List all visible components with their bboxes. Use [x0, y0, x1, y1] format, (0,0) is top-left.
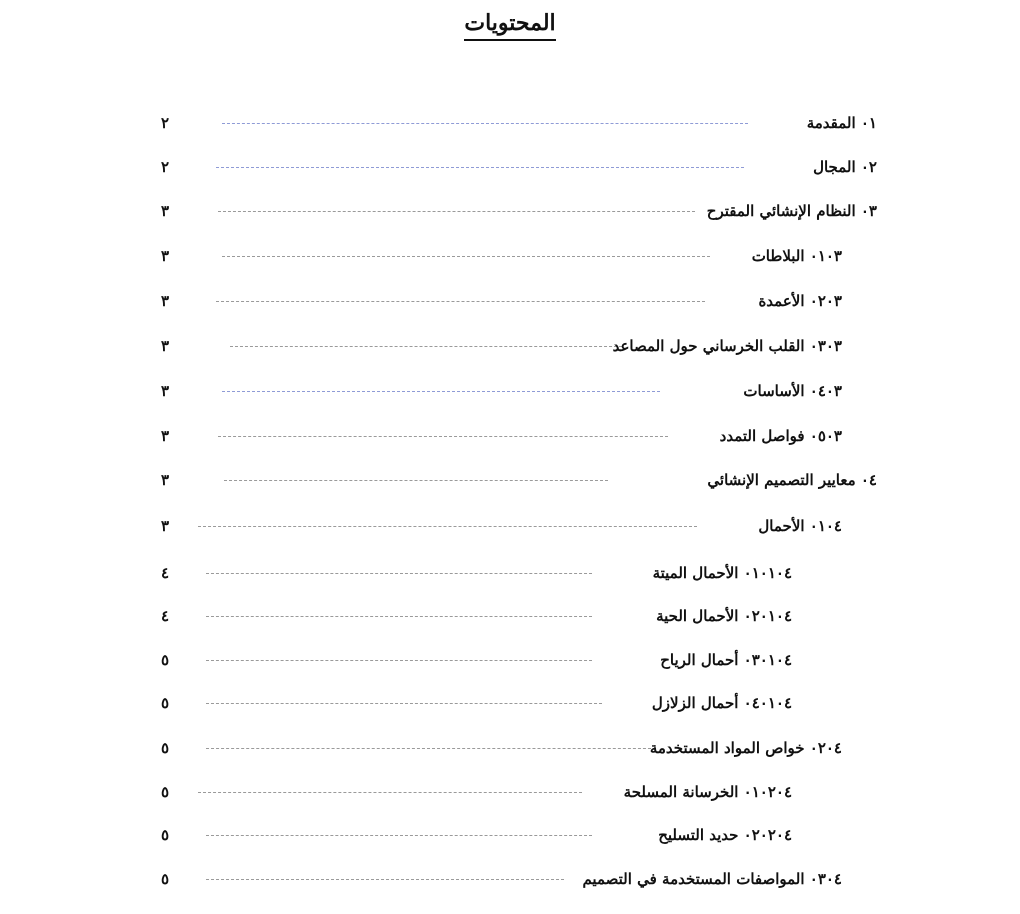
dot-leader	[222, 391, 660, 392]
toc-entry-title[interactable]: ٠١٠٤ الأحمال	[758, 517, 842, 535]
toc-entry-title[interactable]: ٠٥٠٣ فواصل التمدد	[719, 427, 842, 445]
page-title-text: المحتويات	[464, 10, 555, 41]
dot-leader	[222, 256, 710, 257]
dot-leader	[198, 526, 697, 527]
toc-entry-title[interactable]: ٠٤٠٣ الأساسات	[743, 382, 842, 400]
toc-entry-title[interactable]: ٠٤ معايير التصميم الإنشائي	[707, 471, 877, 489]
toc-entry[interactable]	[0, 288, 1020, 314]
toc-page-number: ٣	[160, 247, 170, 265]
toc-entry[interactable]	[0, 513, 1020, 539]
toc-entry-title[interactable]: ٠٢ المجال	[813, 158, 877, 176]
toc-page-number: ٥	[160, 739, 170, 757]
dot-leader	[216, 301, 705, 302]
dot-leader	[206, 835, 592, 836]
toc-entry[interactable]	[0, 423, 1020, 449]
dot-leader	[206, 703, 602, 704]
toc-page-number: ٢	[160, 114, 170, 132]
toc-page-number: ٤	[160, 607, 170, 625]
dot-leader	[206, 616, 592, 617]
toc-page-number: ٣	[160, 292, 170, 310]
toc-entry[interactable]	[0, 690, 1020, 716]
dot-leader	[230, 346, 622, 347]
toc-entry[interactable]	[0, 735, 1020, 761]
toc-entry[interactable]	[0, 198, 1020, 224]
toc-entry[interactable]	[0, 154, 1020, 180]
toc-entry-title[interactable]: ٠٤٠١٠٤ أحمال الزلازل	[651, 694, 792, 712]
toc-page-number: ٥	[160, 694, 170, 712]
toc-page-number: ٥	[160, 783, 170, 801]
dot-leader	[216, 167, 744, 168]
dot-leader	[206, 879, 564, 880]
toc-entry-title[interactable]: ٠٢٠٤ خواص المواد المستخدمة	[649, 739, 842, 757]
dot-leader	[218, 211, 695, 212]
toc-entry[interactable]	[0, 779, 1020, 805]
toc-entry-title[interactable]: ٠٣٠٣ القلب الخرساني حول المصاعد	[612, 337, 842, 355]
toc-entry[interactable]	[0, 467, 1020, 493]
toc-page-number: ٣	[160, 382, 170, 400]
toc-entry[interactable]	[0, 866, 1020, 892]
toc-entry-title[interactable]: ٠١ المقدمة	[806, 114, 877, 132]
toc-page-number: ٣	[160, 337, 170, 355]
dot-leader	[206, 748, 656, 749]
toc-entry-title[interactable]: ٠١٠١٠٤ الأحمال الميتة	[652, 564, 792, 582]
dot-leader	[206, 660, 592, 661]
toc-entry[interactable]	[0, 603, 1020, 629]
toc-entry-title[interactable]: ٠٢٠١٠٤ الأحمال الحية	[656, 607, 792, 625]
toc-entry[interactable]	[0, 243, 1020, 269]
page-title	[0, 10, 1020, 36]
toc-page-number: ٣	[160, 427, 170, 445]
dot-leader	[206, 573, 592, 574]
toc-entry[interactable]	[0, 647, 1020, 673]
toc-entry[interactable]	[0, 110, 1020, 136]
dot-leader	[218, 436, 668, 437]
toc-entry[interactable]	[0, 378, 1020, 404]
toc-entry-title[interactable]: ٠٣٠٤ المواصفات المستخدمة في التصميم	[582, 870, 842, 888]
toc-entry-title[interactable]: ٠٣٠١٠٤ أحمال الرياح	[660, 651, 792, 669]
toc-entry-title[interactable]: ٠١٠٣ البلاطات	[751, 247, 842, 265]
toc-page-number: ٥	[160, 826, 170, 844]
toc-page-number: ٥	[160, 870, 170, 888]
toc-page-number: ٤	[160, 564, 170, 582]
dot-leader	[224, 480, 608, 481]
toc-entry[interactable]	[0, 333, 1020, 359]
dot-leader	[198, 792, 582, 793]
toc-entry[interactable]	[0, 560, 1020, 586]
toc-entry[interactable]	[0, 822, 1020, 848]
dot-leader	[222, 123, 748, 124]
toc-page-number: ٥	[160, 651, 170, 669]
toc-entry-title[interactable]: ٠٣ النظام الإنشائي المقترح	[706, 202, 877, 220]
toc-entry-title[interactable]: ٠٢٠٢٠٤ حديد التسليح	[658, 826, 792, 844]
toc-page-number: ٣	[160, 471, 170, 489]
toc-entry-title[interactable]: ٠١٠٢٠٤ الخرسانة المسلحة	[623, 783, 792, 801]
toc-entry-title[interactable]: ٠٢٠٣ الأعمدة	[758, 292, 842, 310]
toc-page-number: ٣	[160, 202, 170, 220]
toc-page-number: ٢	[160, 158, 170, 176]
toc-page-number: ٣	[160, 517, 170, 535]
